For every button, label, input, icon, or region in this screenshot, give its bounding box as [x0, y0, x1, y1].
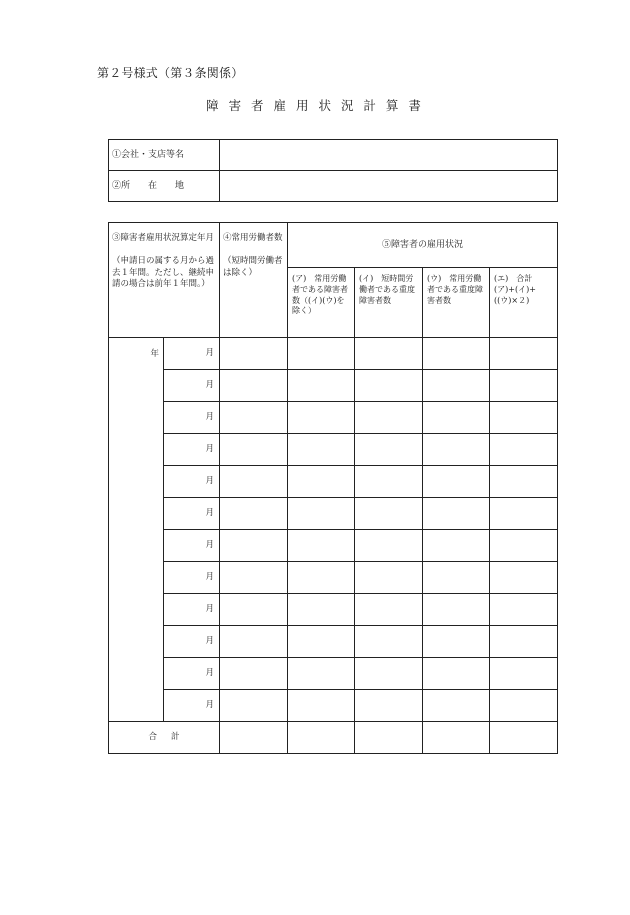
total-cell-a[interactable]: [288, 722, 355, 754]
cell-a[interactable]: [288, 658, 355, 690]
cell-i[interactable]: [355, 338, 423, 370]
cell-e[interactable]: [490, 594, 558, 626]
company-name-field[interactable]: [220, 140, 558, 171]
cell-u[interactable]: [423, 402, 490, 434]
cell-u[interactable]: [423, 658, 490, 690]
sub-header-u: (ウ) 常用労働者である重度障害者数: [423, 268, 490, 338]
month-label: 月: [164, 338, 220, 370]
year-label: 年: [109, 338, 164, 722]
total-label: 合計: [109, 722, 220, 754]
company-name-label: ①会社・支店等名: [109, 140, 220, 171]
cell-i[interactable]: [355, 626, 423, 658]
regular-workers-cell[interactable]: [220, 626, 288, 658]
cell-i[interactable]: [355, 594, 423, 626]
regular-workers-cell[interactable]: [220, 562, 288, 594]
month-label: 月: [164, 562, 220, 594]
total-row: [109, 722, 558, 754]
regular-workers-title: ④常用労働者数: [223, 233, 283, 243]
cell-i[interactable]: [355, 562, 423, 594]
cell-u[interactable]: [423, 562, 490, 594]
cell-a[interactable]: [288, 434, 355, 466]
cell-i[interactable]: [355, 466, 423, 498]
month-label: 月: [164, 658, 220, 690]
form-number: 第２号様式（第３条関係）: [97, 66, 244, 80]
sub-header-i: (イ) 短時間労働者である重度障害者数: [355, 268, 423, 338]
cell-a[interactable]: [288, 338, 355, 370]
cell-e[interactable]: [490, 338, 558, 370]
cell-u[interactable]: [423, 466, 490, 498]
sub-header-a: (ア) 常用労働者である障害者数（(イ)(ウ)を除く）: [288, 268, 355, 338]
cell-a[interactable]: [288, 498, 355, 530]
month-rows: [109, 338, 558, 722]
month-label: 月: [164, 466, 220, 498]
cell-a[interactable]: [288, 594, 355, 626]
regular-workers-cell[interactable]: [220, 498, 288, 530]
regular-workers-cell[interactable]: [220, 594, 288, 626]
cell-u[interactable]: [423, 626, 490, 658]
month-label: 月: [164, 594, 220, 626]
cell-a[interactable]: [288, 466, 355, 498]
regular-workers-cell[interactable]: [220, 370, 288, 402]
address-row: [109, 171, 558, 202]
cell-u[interactable]: [423, 594, 490, 626]
cell-i[interactable]: [355, 370, 423, 402]
regular-workers-cell[interactable]: [220, 338, 288, 370]
cell-e[interactable]: [490, 562, 558, 594]
total-cell-i[interactable]: [355, 722, 423, 754]
total-cell-e[interactable]: [490, 722, 558, 754]
regular-workers-cell[interactable]: [220, 658, 288, 690]
regular-workers-header: [220, 223, 288, 338]
cell-u[interactable]: [423, 530, 490, 562]
regular-workers-cell[interactable]: [220, 434, 288, 466]
period-header-title: ③障害者雇用状況算定年月: [112, 233, 215, 243]
address-field[interactable]: [220, 171, 558, 202]
cell-e[interactable]: [490, 658, 558, 690]
cell-a[interactable]: [288, 626, 355, 658]
cell-u[interactable]: [423, 338, 490, 370]
month-label: 月: [164, 402, 220, 434]
cell-i[interactable]: [355, 530, 423, 562]
cell-e[interactable]: [490, 530, 558, 562]
cell-i[interactable]: [355, 498, 423, 530]
cell-e[interactable]: [490, 690, 558, 722]
regular-workers-cell[interactable]: [220, 466, 288, 498]
cell-e[interactable]: [490, 434, 558, 466]
employment-status-table: [108, 222, 558, 754]
regular-workers-cell[interactable]: [220, 402, 288, 434]
month-label: 月: [164, 530, 220, 562]
address-label: ②所 在 地: [109, 171, 220, 202]
month-label: 月: [164, 690, 220, 722]
month-label: 月: [164, 498, 220, 530]
sub-header-e: (エ) 合計 (ア)+(イ)+((ウ)×２): [490, 268, 558, 338]
company-info-table: [108, 139, 558, 202]
cell-e[interactable]: [490, 466, 558, 498]
cell-a[interactable]: [288, 370, 355, 402]
period-header-note: （申請日の属する月から過去１年間。ただし、継続申請の場合は前年１年間。）: [112, 256, 215, 290]
cell-a[interactable]: [288, 530, 355, 562]
cell-i[interactable]: [355, 434, 423, 466]
cell-i[interactable]: [355, 690, 423, 722]
cell-a[interactable]: [288, 562, 355, 594]
regular-workers-cell[interactable]: [220, 530, 288, 562]
regular-workers-cell[interactable]: [220, 690, 288, 722]
cell-e[interactable]: [490, 498, 558, 530]
cell-e[interactable]: [490, 402, 558, 434]
cell-u[interactable]: [423, 498, 490, 530]
cell-i[interactable]: [355, 402, 423, 434]
cell-u[interactable]: [423, 434, 490, 466]
month-label: 月: [164, 370, 220, 402]
total-cell-u[interactable]: [423, 722, 490, 754]
cell-a[interactable]: [288, 690, 355, 722]
regular-workers-note: （短時間労働者は除く）: [223, 256, 283, 278]
cell-e[interactable]: [490, 626, 558, 658]
month-label: 月: [164, 626, 220, 658]
month-label: 月: [164, 434, 220, 466]
company-name-row: [109, 140, 558, 171]
document-title: 障 害 者 雇 用 状 況 計 算 書: [206, 98, 424, 113]
cell-u[interactable]: [423, 370, 490, 402]
cell-i[interactable]: [355, 658, 423, 690]
cell-u[interactable]: [423, 690, 490, 722]
total-regular-workers-cell[interactable]: [220, 722, 288, 754]
period-header: [109, 223, 220, 338]
cell-a[interactable]: [288, 402, 355, 434]
disabled-employment-header: ⑤障害者の雇用状況: [288, 223, 558, 268]
cell-e[interactable]: [490, 370, 558, 402]
